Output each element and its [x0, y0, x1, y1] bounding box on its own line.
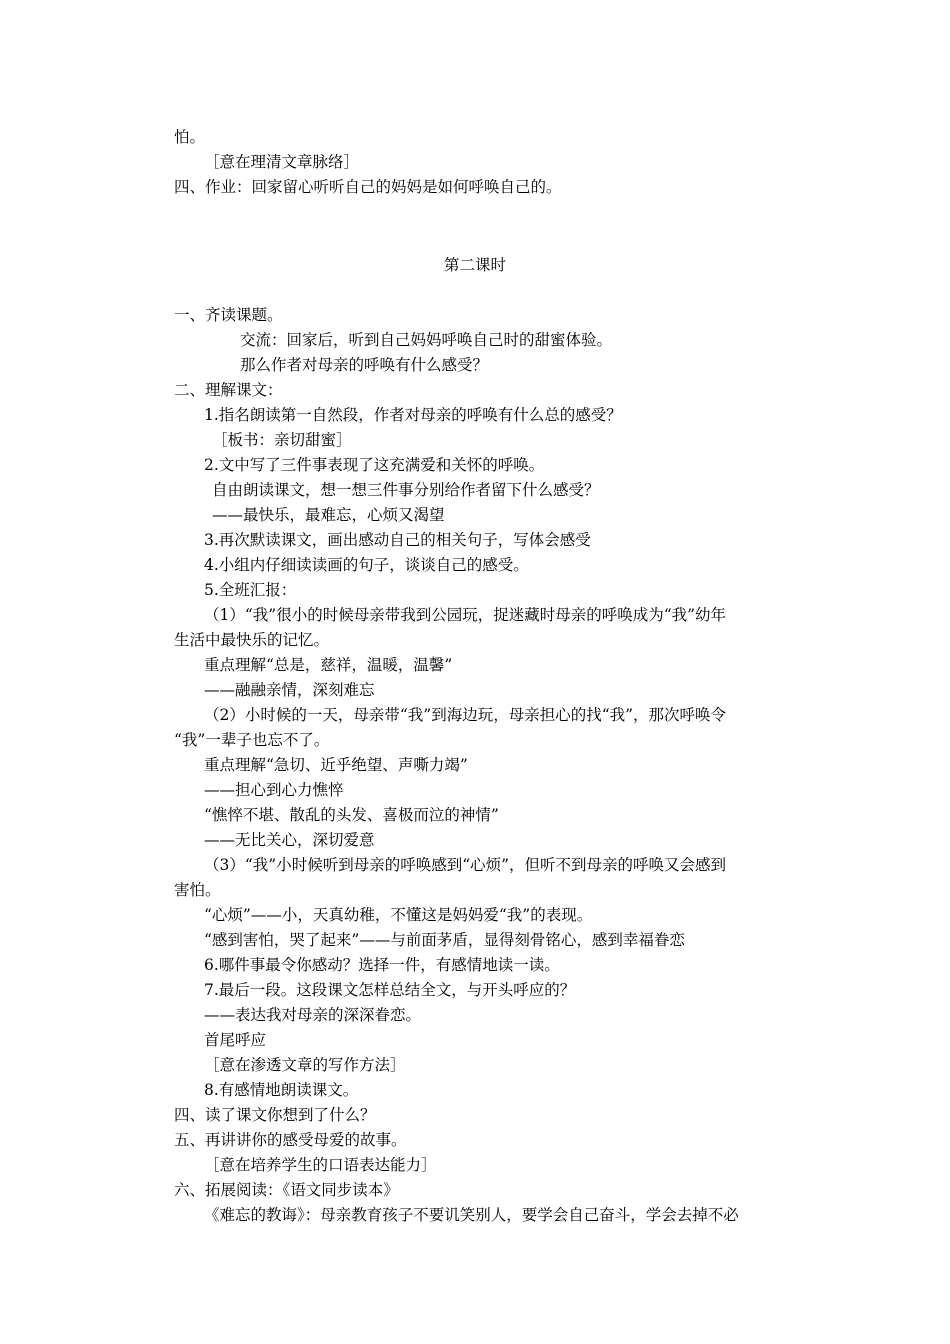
text-line: 四、作业：回家留心听听自己的妈妈是如何呼唤自己的。 — [174, 178, 562, 196]
text-line: （1）“我”很小的时候母亲带我到公园玩，捉迷藏时母亲的呼唤成为“我”幼年 — [204, 606, 727, 624]
section-title: 第二课时 — [443, 256, 506, 274]
text-line: （2）小时候的一天，母亲带“我”到海边玩，母亲担心的找“我”，那次呼唤令 — [204, 706, 727, 724]
text-line: “感到害怕，哭了起来”——与前面茅盾，显得刻骨铭心，感到幸福眷恋 — [204, 931, 685, 949]
text-line: 7.最后一段。这段课文怎样总结全文，与开头呼应的？ — [204, 981, 576, 999]
text-line: 5.全班汇报： — [204, 581, 297, 599]
text-line: ［意在理清文章脉络］ — [204, 153, 360, 171]
text-line: 8.有感情地朗读课文。 — [204, 1081, 359, 1099]
text-line: 重点理解“总是，慈祥，温暖，温馨” — [204, 656, 453, 674]
text-line: 2.文中写了三件事表现了这充满爱和关怀的呼唤。 — [204, 456, 545, 474]
text-line: 1.指名朗读第一自然段，作者对母亲的呼唤有什么总的感受？ — [204, 406, 622, 424]
text-line: ——融融亲情，深刻难忘 — [204, 681, 375, 699]
text-line: 3.再次默读课文，画出感动自己的相关句子，写体会感受 — [204, 531, 591, 549]
text-line: 害怕。 — [174, 881, 221, 899]
text-line: “我”一辈子也忘不了。 — [174, 731, 330, 749]
text-line: 那么作者对母亲的呼唤有什么感受？ — [240, 356, 489, 374]
text-line: （3）“我”小时候听到母亲的呼唤感到“心烦”，但听不到母亲的呼唤又会感到 — [204, 856, 727, 874]
text-line: 生活中最快乐的记忆。 — [174, 631, 330, 649]
text-line: 6.哪件事最令你感动？选择一件，有感情地读一读。 — [204, 956, 560, 974]
text-line: 4.小组内仔细读读画的句子，谈谈自己的感受。 — [204, 556, 529, 574]
heading-line: 四、读了课文你想到了什么？ — [174, 1106, 376, 1124]
heading-line: 五、再讲讲你的感受母爱的故事。 — [174, 1131, 407, 1149]
text-line: ［板书：亲切甜蜜］ — [212, 431, 352, 449]
text-line: ［意在渗透文章的写作方法］ — [204, 1056, 406, 1074]
text-line: 重点理解“急切、近乎绝望、声嘶力竭” — [204, 756, 468, 774]
text-line: ——表达我对母亲的深深眷恋。 — [204, 1006, 422, 1024]
heading-line: 二、理解课文： — [174, 381, 283, 399]
text-line: 自由朗读课文，想一想三件事分别给作者留下什么感受？ — [212, 481, 600, 499]
heading-line: 六、拓展阅读：《语文同步读本》 — [174, 1181, 399, 1199]
text-line: ——无比关心，深切爱意 — [204, 831, 375, 849]
text-line: 交流：回家后，听到自己妈妈呼唤自己时的甜蜜体验。 — [240, 331, 613, 349]
text-line: ——担心到心力憔悴 — [204, 781, 344, 799]
text-line: 《难忘的教诲》：母亲教育孩子不要讥笑别人，要学会自己奋斗，学会去掉不必 — [204, 1206, 739, 1224]
text-line: “憔悴不堪、散乱的头发、喜极而泣的神情” — [204, 806, 499, 824]
text-line: 怕。 — [174, 128, 206, 146]
text-line: ——最快乐，最难忘，心烦又渴望 — [212, 506, 445, 524]
text-line: 首尾呼应 — [204, 1031, 267, 1049]
heading-line: 一、齐读课题。 — [174, 306, 283, 324]
text-line: ［意在培养学生的口语表达能力］ — [204, 1156, 437, 1174]
text-line: “心烦”——小，天真幼稚，不懂这是妈妈爱“我”的表现。 — [204, 906, 593, 924]
